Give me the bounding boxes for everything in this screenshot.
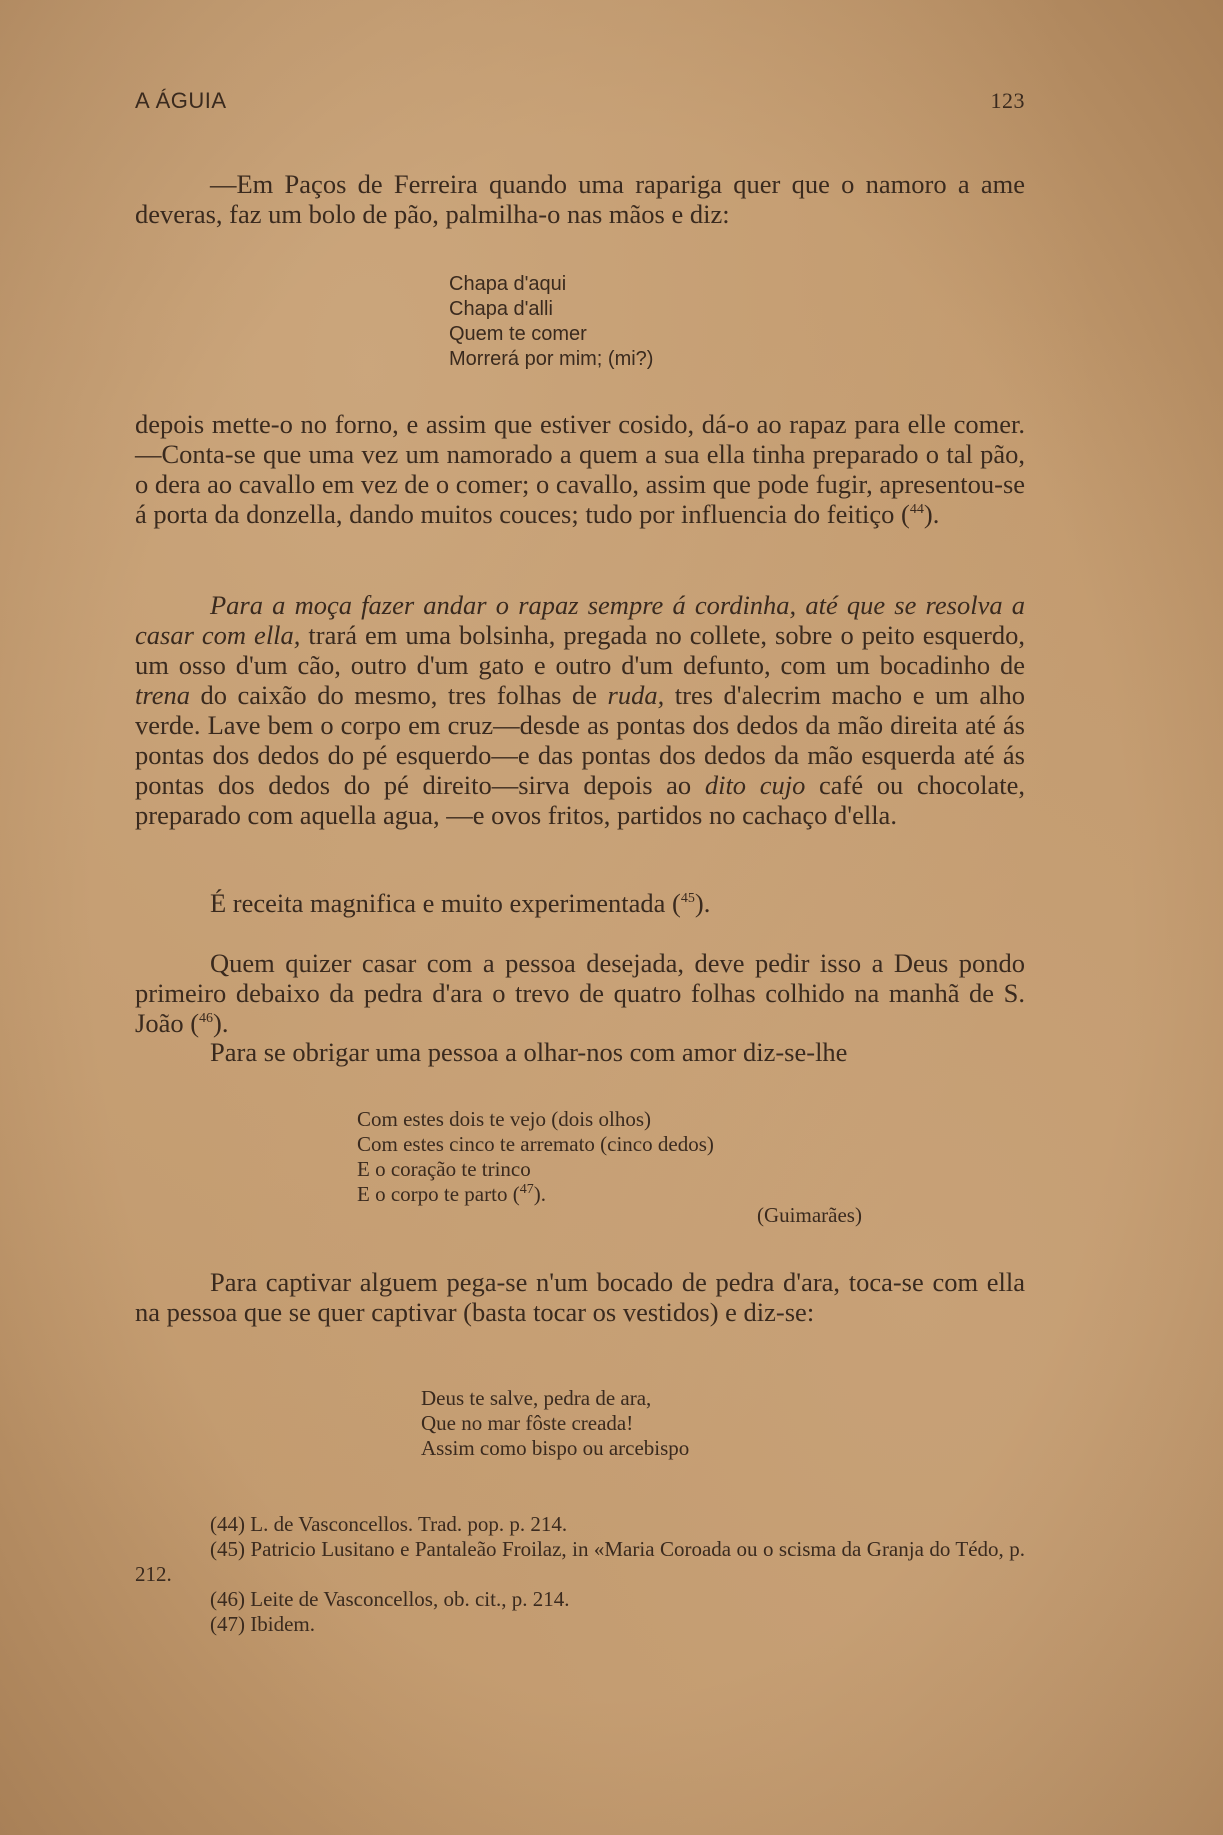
paragraph-text: do caixão do mesmo, tres folhas de xyxy=(189,680,608,710)
italic-lead: Para a moça fazer andar o rapaz sempre á cordinha, até que se resolva a casar com ella, xyxy=(135,590,1025,650)
attribution-text: (Guimarães) xyxy=(757,1203,862,1227)
paragraph-end: ). xyxy=(213,1008,229,1038)
footnote-ref: 45 xyxy=(680,891,695,907)
footnote-text: Leite de Vasconcellos, ob. cit., p. 214. xyxy=(250,1587,570,1611)
paragraph-text: É receita magnifica e muito experimentada ( xyxy=(210,888,681,918)
verse-line: Chapa d'alli xyxy=(449,298,553,320)
paragraph-text: café ou chocolate, preparado com aquella agua, —e ovos fritos, partidos no cachaço d'ella. xyxy=(135,770,1025,830)
paragraph-receita xyxy=(135,888,1025,918)
paragraph-forno xyxy=(135,409,1025,529)
verse-line: Deus te salve, pedra de ara, xyxy=(421,1386,652,1410)
verse-line: Assim como bispo ou arcebispo xyxy=(421,1436,690,1460)
paragraph-text: trará em uma bolsinha, pregada no collete, sobre o peito esquerdo, um osso d'um cão, outro d'um gato e outro d'um defunto, com um bocadinho de xyxy=(135,620,1025,680)
footnote-ref: 47 xyxy=(519,1182,534,1197)
paragraph-end: ). xyxy=(923,499,940,529)
footnotes xyxy=(135,1512,1025,1637)
verse-olhos xyxy=(357,1107,714,1207)
paragraph-obrigar xyxy=(135,1037,1025,1067)
footnote-ref: 46 xyxy=(199,1011,214,1027)
page-number: 123 xyxy=(990,88,1025,113)
verse-text: E o corpo te parto ( xyxy=(357,1182,520,1206)
italic-word: ruda, xyxy=(607,680,665,710)
footnote: (44) L. de Vasconcellos. Trad. pop. p. 214. xyxy=(210,1512,568,1536)
footnote-number: 45 xyxy=(217,1537,238,1561)
verse-line: Morrerá por mim; (mi?) xyxy=(449,348,654,370)
verse-line: Chapa d'aqui xyxy=(449,273,567,295)
verse-pedra xyxy=(421,1386,689,1461)
paragraph-text: Para se obrigar uma pessoa a olhar-nos com amor diz-se-lhe xyxy=(210,1037,848,1067)
paragraph-text: Para captivar alguem pega-se n'um bocado de pedra d'ara, toca-se com ella na pessoa que se quer captivar (basta tocar os vestidos) e diz-se: xyxy=(135,1267,1025,1327)
paragraph-casar xyxy=(135,948,1025,1038)
verse-chapa xyxy=(449,272,653,372)
paragraph-text: —Em Paços de Ferreira quando uma rapariga quer que o namoro a ame deveras, faz um bolo de pão, palmilha-o nas mãos e diz: xyxy=(135,169,1025,229)
verse-attribution xyxy=(757,1203,862,1228)
paragraph-captivar xyxy=(135,1267,1025,1327)
paragraph-text: depois mette-o no forno, e assim que estiver cosido, dá-o ao rapaz para elle comer. —Conta-se que uma vez um namorado a quem a sua ella tinha preparado o tal pão, o dera ao cavallo em vez de o comer; o cavallo, assim que pode fugir, apresentou-se á porta da donzella, dando muitos couces; tudo por influencia do feitiço ( xyxy=(135,409,1026,529)
footnote: (46) Leite de Vasconcellos, ob. cit., p. 214. xyxy=(210,1587,570,1611)
verse-line xyxy=(357,1182,714,1207)
footnote-text: L. de Vasconcellos. Trad. pop. p. 214. xyxy=(250,1512,568,1536)
paragraph-text: Quem quizer casar com a pessoa desejada, deve pedir isso a Deus pondo primeiro debaixo da pedra d'ara o trevo de quatro folhas colhido na manhã de S. João ( xyxy=(135,948,1025,1038)
verse-line: Quem te comer xyxy=(449,323,587,345)
verse-end: ). xyxy=(533,1182,546,1206)
footnote-number: 46 xyxy=(217,1587,238,1611)
verse-line: E o coração te trinco xyxy=(357,1157,531,1181)
italic-word: dito cujo xyxy=(704,770,806,800)
paragraph-moca xyxy=(135,590,1025,830)
footnote-text: Patricio Lusitano e Pantaleão Froilaz, in «Maria Coroada ou o scisma da Granja do Tédo, p. 212. xyxy=(135,1537,1025,1586)
footnote-number: 44 xyxy=(217,1512,238,1536)
paragraph-end: ). xyxy=(694,888,711,918)
paragraph-pacos xyxy=(135,169,1025,229)
running-header xyxy=(135,88,1025,118)
verse-line: Com estes dois te vejo (dois olhos) xyxy=(357,1107,651,1131)
verse-line: Com estes cinco te arremato (cinco dedos) xyxy=(357,1132,714,1156)
footnote-text: Ibidem. xyxy=(250,1612,315,1636)
paragraph-text: tres d'alecrim macho e um alho verde. Lave bem o corpo em cruz—desde as pontas dos dedos da mão direita até ás pontas dos dedos do pé esquerdo—e das pontas dos dedos da mão esquerda até ás pontas dos dedos do pé direito—sirva depois ao xyxy=(135,680,1026,800)
footnote: (45) Patricio Lusitano e Pantaleão Froilaz, in «Maria Coroada ou o scisma da Granja do Tédo, p. 212. xyxy=(135,1537,1025,1586)
italic-word: trena xyxy=(135,680,190,710)
footnote-number: 47 xyxy=(217,1612,238,1636)
footnote: (47) Ibidem. xyxy=(210,1612,315,1636)
journal-title: A ÁGUIA xyxy=(135,88,227,113)
verse-line: Que no mar fôste creada! xyxy=(421,1411,634,1435)
footnote-ref: 44 xyxy=(909,502,924,518)
